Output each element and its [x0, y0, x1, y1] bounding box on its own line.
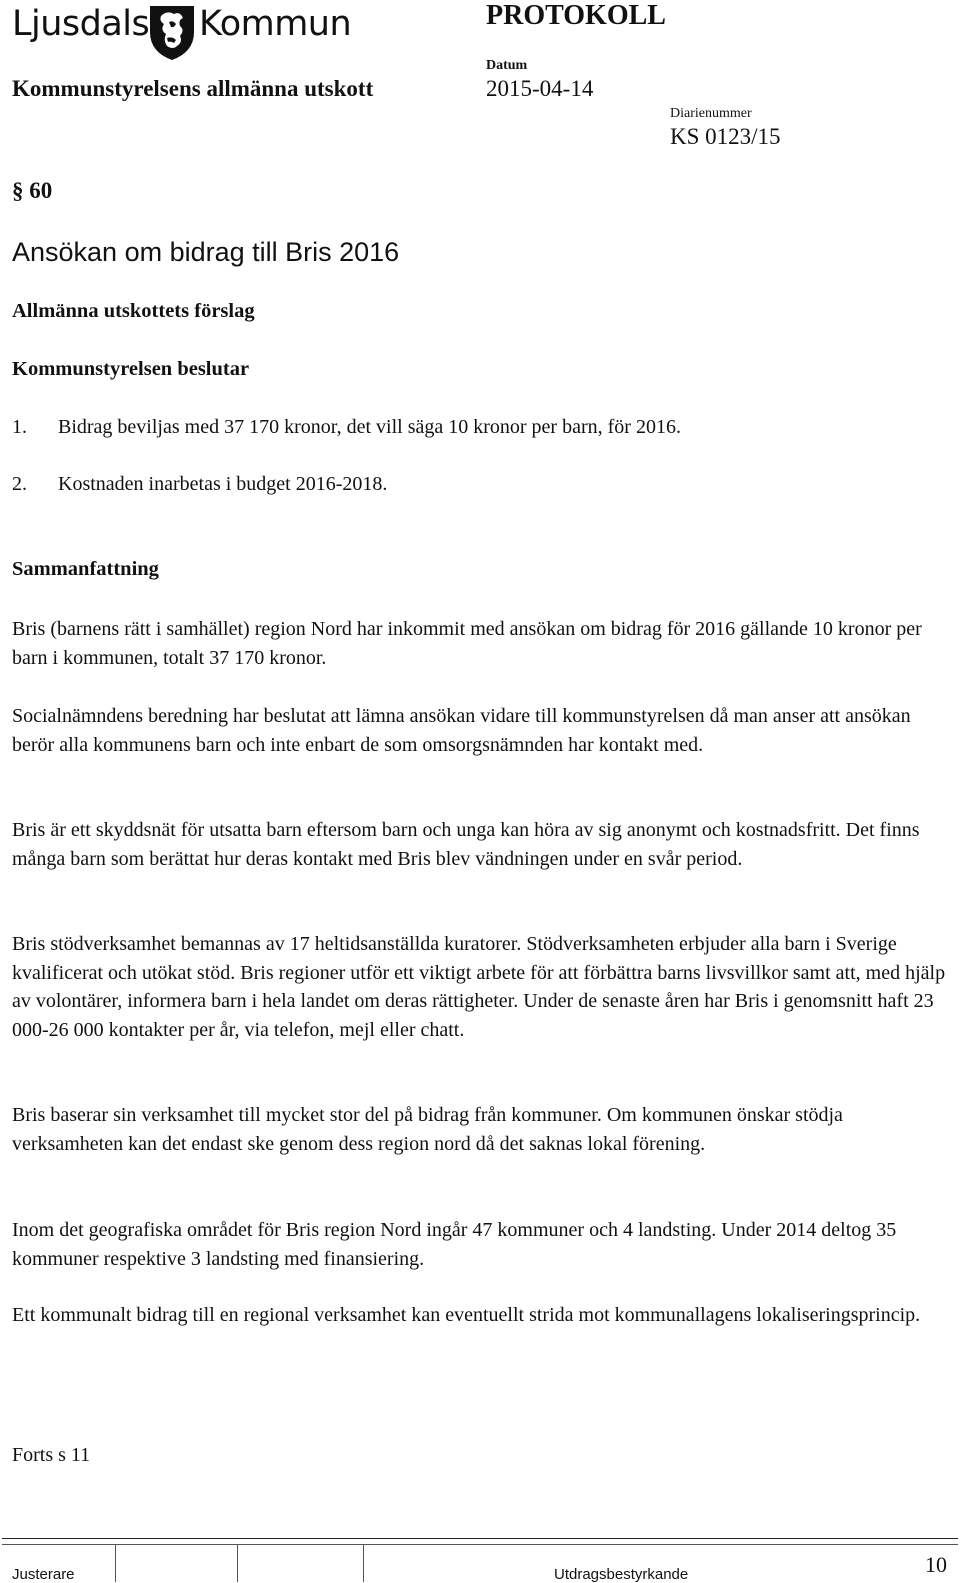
- footer-justerare-label: Justerare: [12, 1566, 75, 1583]
- decision-text: Kostnaden inarbetas i budget 2016-2018.: [58, 473, 388, 495]
- date-label: Datum: [486, 58, 528, 73]
- footer-table: [2, 1538, 958, 1581]
- footer-cell-divider: [237, 1544, 238, 1582]
- summary-paragraph: Bris är ett skyddsnät för utsatta barn eftersom barn och unga kan höra av sig anonymt och kostnadsfritt. Det finns många barn som berättat hur deras kontakt med Bris blev vändningen under en svår period.: [12, 819, 920, 870]
- page-number: 10: [925, 1552, 947, 1577]
- logo-text-left: Ljusdals: [12, 4, 150, 44]
- diary-number-label: Diarienummer: [670, 106, 752, 121]
- summary-paragraph: Bris baserar sin verksamhet till mycket stor del på bidrag från kommuner. Om kommunen önskar stödja verksamheten kan det endast ske genom dess region nord då det saknas lokal förening.: [12, 1104, 843, 1155]
- summary-paragraph: Socialnämndens beredning har beslutat att lämna ansökan vidare till kommunstyrelsen då man anser att ansökan berör alla kommunens barn och inte enbart de som omsorgsnämnden har kontakt med.: [12, 705, 911, 756]
- summary-paragraph: Bris (barnens rätt i samhället) region Nord har inkommit med ansökan om bidrag för 2016 gällande 10 kronor per barn i kommunen, totalt 37 170 kronor.: [12, 618, 922, 669]
- decision-heading: Kommunstyrelsen beslutar: [12, 358, 250, 380]
- diary-number-value: KS 0123/15: [670, 124, 781, 149]
- paragraph-number: § 60: [12, 178, 53, 203]
- summary-heading: Sammanfattning: [12, 558, 159, 580]
- date-value: 2015-04-14: [486, 76, 594, 101]
- page-title: Ansökan om bidrag till Bris 2016: [12, 237, 400, 267]
- footer-cell-divider: [115, 1544, 116, 1582]
- summary-paragraph: Bris stödverksamhet bemannas av 17 heltidsanställda kuratorer. Stödverksamheten erbjuder alla barn i Sverige kvalificerat och utökat stöd. Bris regioner utför ett viktigt arbete för att förbättra barns livsvillkor samt att, med hjälp av volontärer, informera barn i hela landet om deras rättigheter. Under de senaste åren har Bris i genomsnitt haft 23 000-26 000 kontakter per år, via telefon, mejl eller chatt.: [12, 933, 946, 1041]
- municipality-logo: [12, 2, 352, 64]
- decision-item: [12, 416, 681, 439]
- summary-paragraph: Ett kommunalt bidrag till en regional verksamhet kan eventuellt strida mot kommunallagens lokaliseringsprincip.: [12, 1304, 921, 1326]
- summary-paragraph: Inom det geografiska området för Bris region Nord ingår 47 kommuner och 4 landsting. Under 2014 deltog 35 kommuner respektive 3 landsting med finansiering.: [12, 1219, 897, 1270]
- proposal-heading: Allmänna utskottets förslag: [12, 300, 255, 322]
- footer-divider: [2, 1544, 958, 1545]
- footer-utdrag-label: Utdragsbestyrkande: [554, 1566, 689, 1583]
- decision-number: 1.: [12, 416, 27, 438]
- decision-number: 2.: [12, 473, 27, 495]
- document-type: PROTOKOLL: [486, 0, 666, 31]
- decision-item: [12, 473, 387, 496]
- logo-text-right: Kommun: [199, 4, 352, 44]
- continued-note: Forts s 11: [12, 1444, 91, 1466]
- footer-cell-divider: [363, 1544, 364, 1582]
- decision-text: Bidrag beviljas med 37 170 kronor, det vill säga 10 kronor per barn, för 2016.: [58, 416, 681, 438]
- coat-of-arms-icon: [147, 2, 197, 62]
- committee-name: Kommunstyrelsens allmänna utskott: [12, 76, 374, 101]
